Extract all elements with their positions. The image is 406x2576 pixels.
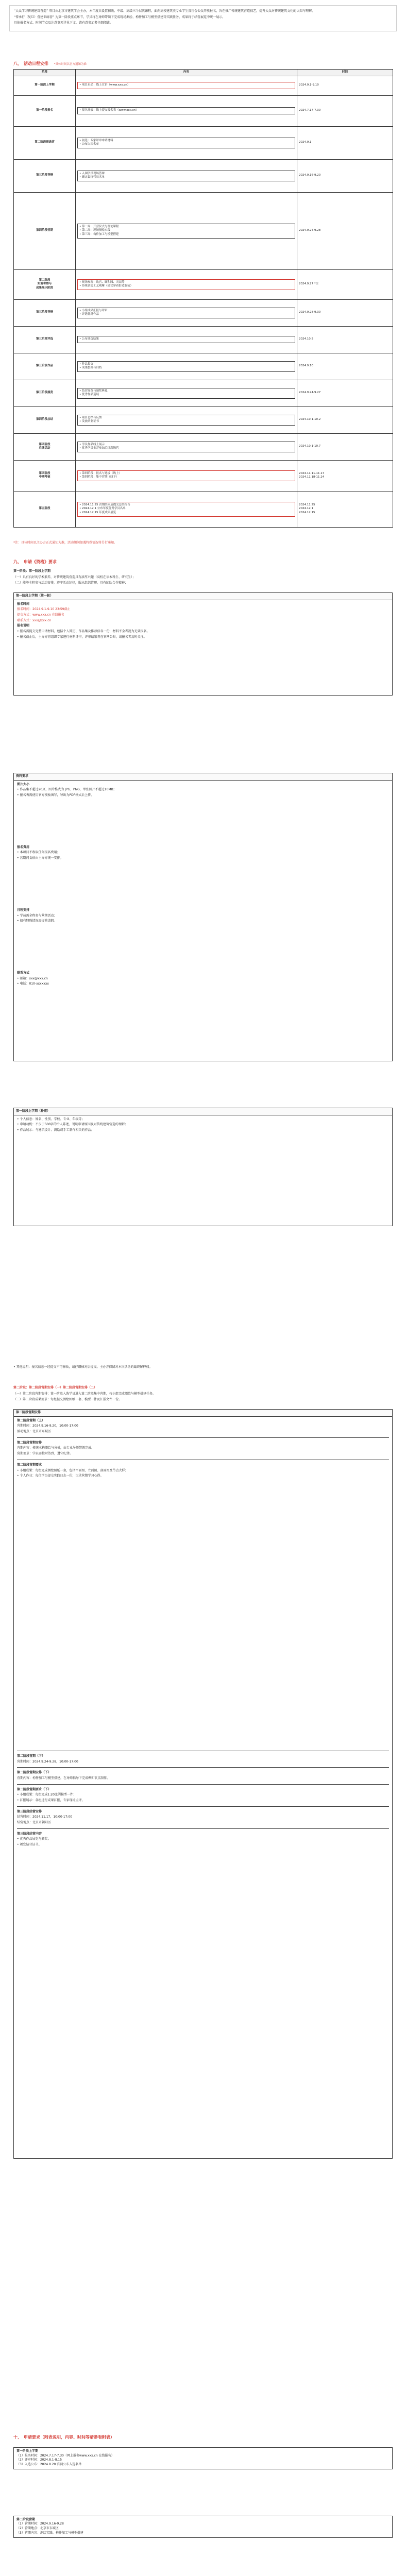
content-cell: [76, 299, 297, 326]
stage-cell: 第三阶段评选: [14, 326, 76, 353]
stage2-item: 营期内容：构件加工与模型搭建，在导师指导下完成榫卯节点制作。: [17, 1776, 110, 1780]
box-subheading: 第二阶段营期要求（下）: [17, 1787, 52, 1791]
application-item-line: （1）营期时间：2024.9.16-9.28: [16, 2522, 64, 2526]
content-cell: [76, 95, 297, 126]
materials-box: [13, 773, 393, 1061]
requirements-block: [13, 569, 393, 587]
content-cell: [76, 406, 297, 433]
content-cell: [76, 380, 297, 406]
application-item-heading: 第一阶段上学期: [16, 2449, 39, 2453]
table-row: [14, 433, 393, 460]
content-box: • 结营展览与颁奖典礼 • 优秀作品巡展: [77, 388, 295, 399]
content-box: • 入围学员现场答辩 • 确定最终营员名单: [77, 171, 295, 182]
stage2-item: • 个人作业：每位学员提交实践日志一份，记录营期学习心得。: [17, 1474, 104, 1478]
stage-cell: 第二阶段预选营: [14, 126, 76, 159]
stage2-item: • 小组成果：每组完成测绘图纸一套，包括平面图、立面图、剖面图及节点大样；: [17, 1468, 128, 1472]
box-subheading: 报名说明: [17, 624, 30, 628]
materials-item: • 本项目不收取任何报名费用；: [17, 851, 60, 855]
supplement-item: • 个人信息：姓名、性别、学校、专业、年级等；: [17, 1117, 85, 1121]
box-subheading: 第二阶段营期（下）: [17, 1754, 45, 1758]
time-cell: 2024.9.28-9.30: [297, 299, 393, 326]
intro-paragraph: “大众学习传统建筑营造” 项目由北京市建筑学会主办，本年度共设置初级、中级、高级三个层次课程，面向高校建筑类专业学生及社会公众开放报名，旨在推广传统建筑营造技艺，提升大众对传统建筑文化的认知与理解。: [14, 9, 315, 13]
supplement-box: [13, 1108, 393, 1226]
stage2-line: 第二阶段：第二阶段营期安排（一）第二阶段营期安排（二）: [13, 1386, 97, 1389]
registration-note: • 报名需提交完整申请材料，包括个人简历、作品集及推荐信各一份，材料不全者视为无效报名。: [17, 630, 150, 634]
content-cell: [76, 353, 297, 380]
intro-paragraph: 具体报名方式、时间节点及注意事项详见下文，请有意参加者仔细阅读。: [14, 21, 113, 25]
content-box: • 第四阶段：报名与选拔（线上） • 第四阶段：集中营期（线下）: [77, 470, 295, 482]
table-row: [14, 460, 393, 491]
content-cell: [76, 76, 297, 95]
table-row: [14, 76, 393, 95]
stage-cell: 第三阶段作品: [14, 353, 76, 380]
stage2-item: 营期内容：传统木构测绘与分析，由专业导师带领完成。: [17, 1446, 95, 1450]
section-title-text: 活动日程安排: [24, 61, 48, 66]
stage2-item: • 小组成果：每组完成1:20比例模型一件；: [17, 1793, 76, 1797]
registration-method: 提交方式：www.xxx.cn 在线报名: [17, 613, 64, 617]
time-cell: 2024.9.1: [297, 126, 393, 159]
content-box: • 初选：专家评审申请材料 • 公布入围名单: [77, 138, 295, 149]
content-cell: [76, 269, 297, 299]
table-row: [14, 406, 393, 433]
box-heading: 第二阶段营期安排: [14, 1410, 392, 1417]
stage2-item: 活动地点：北京市东城区: [17, 1430, 52, 1434]
stage-cell: 第二阶段 实地考察与 成果展示阶段: [14, 269, 76, 299]
table-header: 时间: [297, 70, 393, 76]
materials-item: • 邮箱：xxx@xxx.cn: [17, 976, 48, 980]
application-item-line: （3）入选公布：2024.8.20 官网公布入选名单: [16, 2463, 82, 2467]
time-cell: 2024.10.1-10.7: [297, 433, 393, 460]
content-box: • 现场参观：故宫、颐和园、天坛等 • 传统营造工艺观摩（建议穿着舒适服装）: [77, 279, 295, 291]
table-row: [14, 353, 393, 380]
section-number: 八、: [13, 61, 22, 66]
stage-cell: 第三阶段答辩: [14, 159, 76, 192]
section-title-text: 申请《资格》要求: [24, 560, 57, 564]
table-row: [14, 192, 393, 269]
supplement-item: • 申请动机：不少于500字的个人陈述，说明申请原因及对传统建筑营造的理解；: [17, 1123, 128, 1127]
stage-cell: 第五阶段: [14, 491, 76, 527]
application-item-heading: 第二阶段营期: [16, 2517, 36, 2521]
stage-cell: 第四阶段总结: [14, 406, 76, 433]
time-cell: 2024.9.24-9.28: [297, 192, 393, 269]
table-row: [14, 326, 393, 353]
time-cell: 2024.9.24-9.27: [297, 380, 393, 406]
content-cell: [76, 159, 297, 192]
table-row: [14, 299, 393, 326]
materials-item: • 学员需全程参与营期活动；: [17, 913, 57, 918]
stage2-item: • 汇报展示：各组进行成果汇报，专家现场点评。: [17, 1799, 85, 1802]
intro-box: [9, 5, 397, 31]
stage2-item: 营期要求：学员需按时签到，遵守纪律。: [17, 1452, 73, 1456]
section-title-text: 申请要求（附表说明，内容、时间等请参看附表）: [24, 2435, 114, 2439]
table-row: [14, 380, 393, 406]
stage2-line: （一）第二阶段营期安排：第一阶段入选学员进入第二阶段集中营期，按小组完成测绘与模型搭建任务。: [13, 1392, 156, 1396]
content-cell: [76, 326, 297, 353]
box-subheading: 第二阶段营期（上）: [17, 1418, 45, 1422]
application-item: [13, 2516, 393, 2538]
time-cell: 2024.7.17-7.30: [297, 95, 393, 126]
content-box: • 学员作品线上展示 • 优秀学员推荐参加后续高级营: [77, 442, 295, 453]
stage2-item: • 颁发结业证书。: [17, 1843, 42, 1847]
requirement-item: （二）能够全程参与活动安排，遵守活动纪律，服从组织管理，具有团队合作精神；: [13, 581, 128, 585]
application-item-line: （2）评审时间：2024.8.1-8.15: [16, 2458, 62, 2462]
supplement-item: • 作品展示：与建筑设计、测绘或手工制作相关的作品；: [17, 1128, 94, 1132]
box-subheading: 图片大小: [17, 782, 30, 786]
stage-cell: 第四阶段营期: [14, 192, 76, 269]
box-subheading: 第二阶段营期安排: [17, 1440, 42, 1445]
requirements-lead: 第一阶段：第一阶段上学期: [13, 569, 51, 573]
materials-item: • 作品集不超过20页，图片格式为 JPG、PNG，单张图片不超过10MB；: [17, 788, 116, 792]
stage2-item: 结营地点：北京市朝阳区: [17, 1821, 52, 1825]
stage2-box: [13, 1409, 393, 2159]
registration-contact: 联系方式：xxx@xxx.cn: [17, 618, 52, 622]
box-subheading: 第二阶段营期要求: [17, 1463, 42, 1467]
stage2-line: （二）第二阶段成果要求：每组提交测绘图纸一套、模型一件及汇报文件一份。: [13, 1398, 122, 1402]
time-cell: 2024.10.1-10.2: [297, 406, 393, 433]
section-title-application: [13, 2434, 114, 2441]
application-item-line: （3）营期内容：测绘实践、构件加工与模型搭建: [16, 2531, 83, 2535]
section-number: 九、: [13, 560, 22, 564]
content-cell: [76, 126, 297, 159]
stage2-item: 营期时间：2024.9.24-9.28，10:00-17:00: [17, 1759, 78, 1764]
schedule-table: [13, 69, 393, 528]
time-cell: 2024.9.27 *注: [297, 269, 393, 299]
tail-note: • 其他说明：报名信息一经提交不可修改，请仔细核对后提交。主办方保留对本次活动的最终解释权。: [13, 1365, 153, 1369]
content-cell: [76, 460, 297, 491]
content-cell: [76, 433, 297, 460]
content-box: • 公布评选结果: [77, 336, 295, 343]
time-cell: 2024.11.25 2024.12.1 2024.12.15: [297, 491, 393, 527]
table-header: 内容: [76, 70, 297, 76]
content-box: • 2024.11.25 营期结束后提交总结报告 • 2024.12.1 公布年度优秀学员名单 • 2024.12.15 年度成果展览: [77, 502, 295, 517]
schedule-footnote: *注：具体时间以主办方正式通知为准，活动期间如遇特殊情况将另行通知。: [13, 541, 117, 545]
intro-paragraph: “传承行（复旦）营建训练营” 为第一阶段重点环节，学员将在导师带领下完成现场测绘、构件加工与模型搭建等实践任务，成果将于结营展览中统一展示。: [14, 15, 226, 19]
stage-cell: 第四阶段 中期考核: [14, 460, 76, 491]
box-subheading: 联系方式: [17, 971, 30, 975]
time-cell: 2024.9.16-9.20: [297, 159, 393, 192]
stage-cell: 第三阶段展览: [14, 380, 76, 406]
content-cell: [76, 192, 297, 269]
section-title-schedule: [13, 61, 87, 67]
materials-item: • 电话：010-xxxxxxx: [17, 982, 49, 986]
content-box: • 小组成果汇报与评审 • 评选优秀作品: [77, 308, 295, 319]
table-row: [14, 159, 393, 192]
table-row: [14, 95, 393, 126]
registration-box: [13, 592, 393, 696]
materials-item: • 如有特殊情况需提前请假。: [17, 919, 57, 923]
registration-time: 报名时间：2024.9.1-9.10 23:59截止: [17, 607, 71, 612]
materials-item: • 报名表需使用官方模板填写，导出为PDF格式后上传。: [17, 793, 94, 798]
stage2-item: • 优秀作品展览与颁奖；: [17, 1837, 51, 1841]
section-number: 十、: [13, 2435, 22, 2439]
content-box: • 报名开放：线上提交报名表（www.xxx.cn）: [77, 107, 295, 114]
time-cell: 2024.9.1-9.10: [297, 76, 393, 95]
application-schedule: [13, 2447, 393, 2576]
box-subheading: 第二阶段营期安排（下）: [17, 1771, 52, 1775]
content-box: • 第一周：开营仪式与理论课程 • 第二周：现场测绘实践 • 第三周：构件加工与模型搭建: [77, 224, 295, 239]
content-box: • 项目总结与反馈 • 发放结业证书: [77, 415, 295, 426]
time-cell: 2024.11.11-11.17 2024.11.18-11.24: [297, 460, 393, 491]
box-heading: 第一阶段上学期（补充）: [14, 1108, 392, 1115]
box-subheading: 日程安排: [17, 908, 30, 912]
stage-cell: 第一阶段报名: [14, 95, 76, 126]
stage2-intro: [13, 1386, 393, 1404]
application-item: [13, 2447, 393, 2469]
time-cell: 2024.10.5: [297, 326, 393, 353]
stage-cell: 第四阶段 后续活动: [14, 433, 76, 460]
materials-item: • 营期间食宿由主办方统一安排。: [17, 856, 63, 860]
stage2-item: 结营时间：2024.11.17，10:00-17:00: [17, 1815, 73, 1819]
table-row: [14, 126, 393, 159]
stage-cell: 第三阶段答辩: [14, 299, 76, 326]
table-header: 阶段: [14, 70, 76, 76]
box-heading: 第一阶段上学期（第一轮）: [14, 593, 392, 600]
box-subheading: 第三阶段结营安排: [17, 1809, 42, 1814]
time-cell: 2024.9.10: [297, 353, 393, 380]
content-box: • 作品提交 • 成果整理与归档: [77, 361, 295, 372]
box-subheading: 第三阶段结营内容: [17, 1832, 42, 1836]
registration-note: • 报名截止后，主办方将组织专家进行材料评审，评审结果将在官网公布，请报名者及时关注。: [17, 635, 147, 639]
application-item-line: （1）报名时间：2024.7.17-7.30（网上报名www.xxx.cn 在线报名）: [16, 2453, 114, 2458]
content-cell: [76, 491, 297, 527]
application-item-line: （2）营期地点：北京市东城区: [16, 2527, 59, 2531]
box-subheading: 报名费用: [17, 845, 30, 849]
table-row: [14, 269, 393, 299]
box-subheading: 报名时间: [17, 602, 30, 606]
requirement-item: （一）具有良好的学术素养，对传统建筑营造具有浓厚兴趣（高校在读本科生、研究生）；: [13, 575, 136, 579]
stage2-item: 营期时间：2024.9.16-9.20，10:00-17:00: [17, 1424, 78, 1428]
stage-cell: 第一阶段上学期: [14, 76, 76, 95]
table-row: [14, 491, 393, 527]
content-box: • 项目启动：线上宣讲（www.xxx.cn）: [77, 82, 295, 89]
section-title-requirements: [13, 559, 57, 565]
box-heading: 资料要求: [14, 773, 392, 781]
section-note: *具体时间以官方通知为准: [54, 63, 87, 66]
